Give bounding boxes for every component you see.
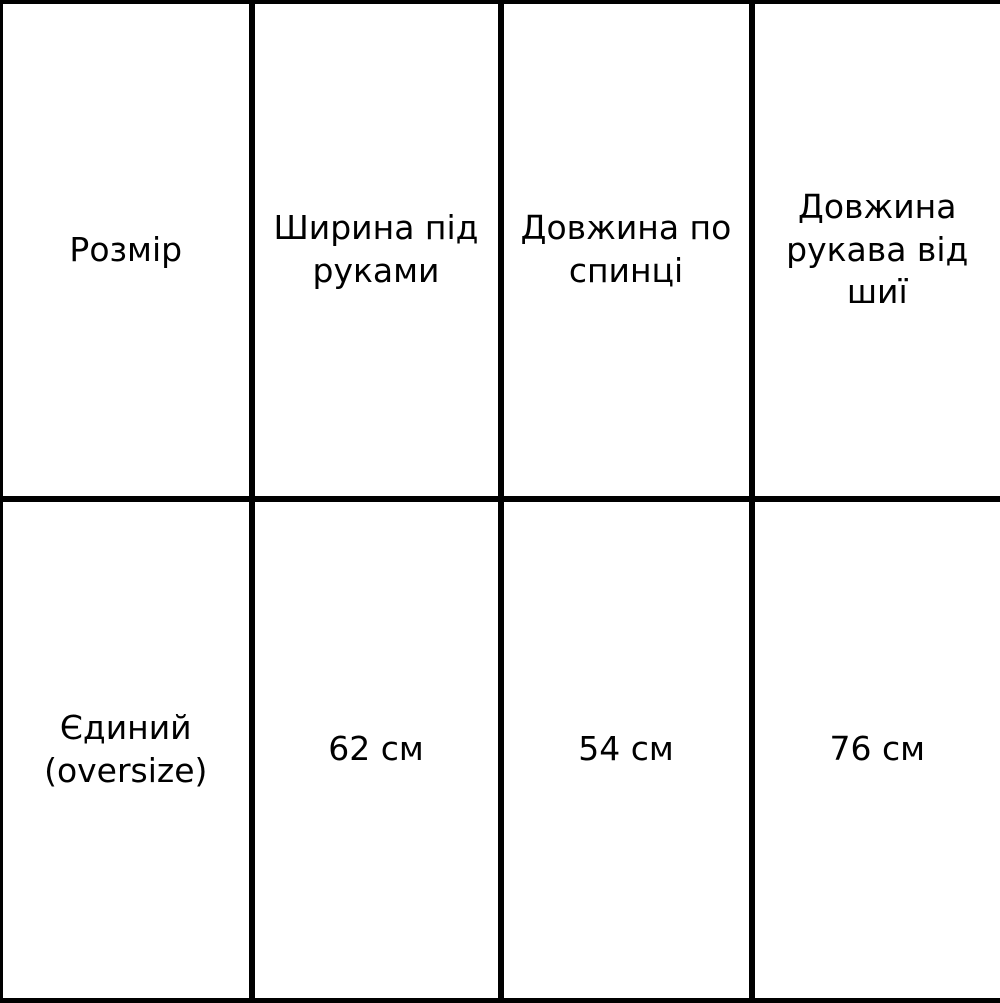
cell-sleeve-length-value: 76 см	[752, 499, 1000, 1000]
cell-back-length-value: 54 см	[501, 499, 752, 1000]
header-cell-size: Розмір	[2, 2, 252, 499]
header-cell-width-under-arms: Ширина під руками	[252, 2, 501, 499]
header-cell-sleeve-length: Довжина рукава від шиї	[752, 2, 1000, 499]
header-row	[2, 2, 1000, 499]
cell-size-value: Єдиний (oversize)	[2, 499, 252, 1000]
cell-width-under-arms-value: 62 см	[252, 499, 501, 1000]
table-row	[2, 499, 1000, 1000]
header-cell-back-length: Довжина по спинці	[501, 2, 752, 499]
